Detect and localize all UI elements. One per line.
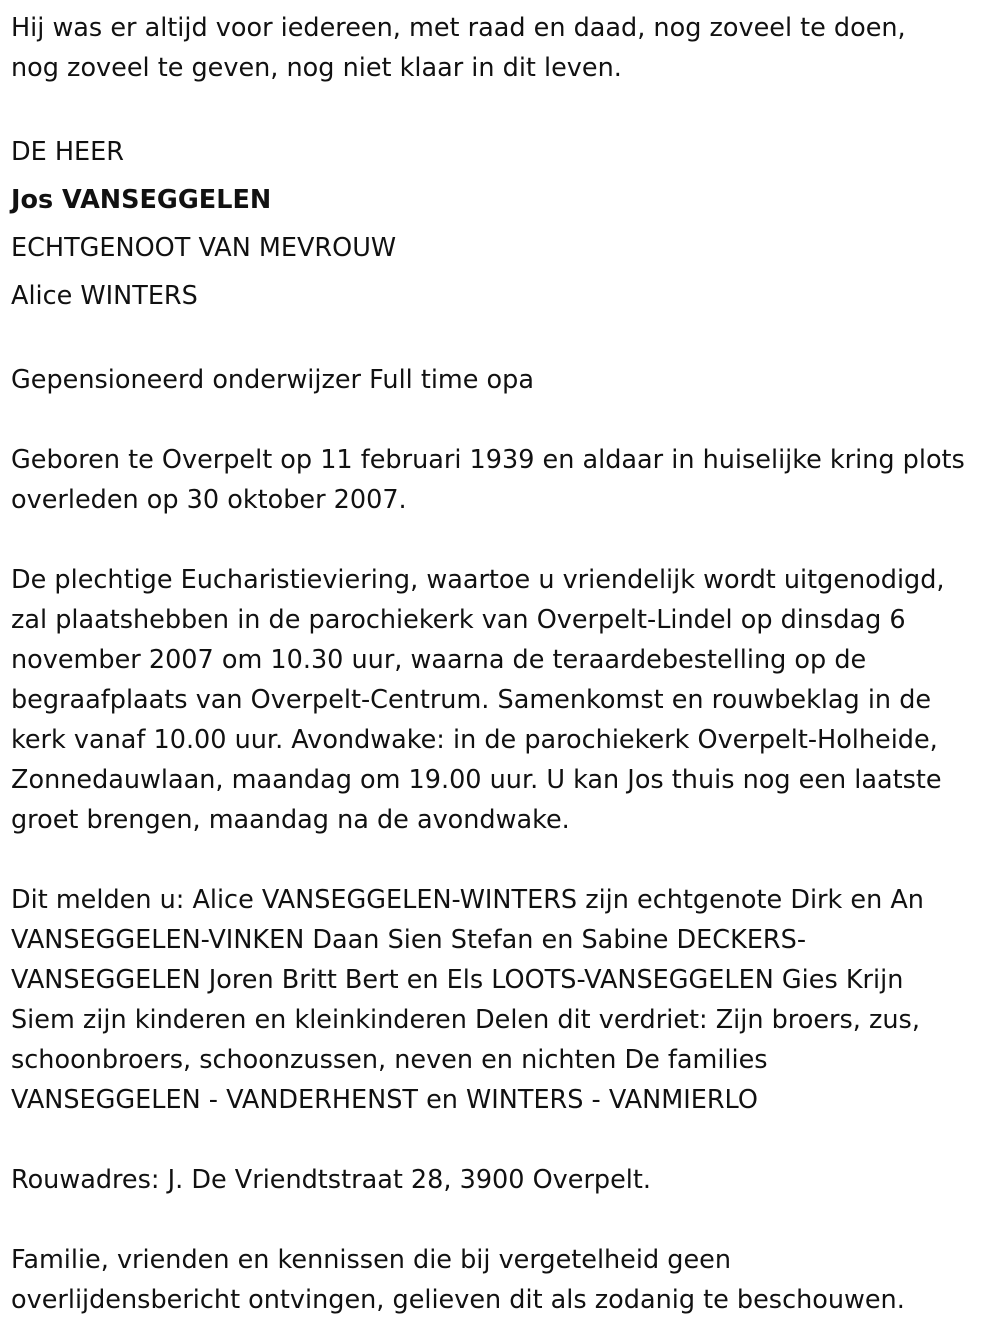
deceased-block [11,128,996,320]
spouse-label: ECHTGENOOT VAN MEVROUW [11,233,397,263]
spacer [11,520,996,560]
ceremony-line: kerk vanaf 10.00 uur. Avondwake: in de parochiekerk Overpelt-Holheide, [11,725,938,755]
opening-line: Hij was er altijd voor iedereen, met raad en daad, nog zoveel te doen, [11,13,906,43]
family-line: VANSEGGELEN - VANDERHENST en WINTERS - VANMIERLO [11,1085,758,1115]
title-line: DE HEER [11,137,124,167]
ceremony-line: groet brengen, maandag na de avondwake. [11,805,570,835]
obituary-document [11,8,996,1320]
opening-line: nog zoveel te geven, nog niet klaar in dit leven. [11,53,622,83]
ceremony-line: zal plaatshebben in de parochiekerk van Overpelt-Lindel op dinsdag 6 [11,605,906,635]
family-line: schoonbroers, schoonzussen, neven en nichten De families [11,1045,768,1075]
spouse-name: Alice WINTERS [11,281,198,311]
closing-paragraph [11,1240,996,1320]
spacer [11,840,996,880]
spacer [11,400,996,440]
birth-death-line: Geboren te Overpelt op 11 februari 1939 en aldaar in huiselijke kring plots [11,445,965,475]
birth-death-paragraph [11,440,996,520]
ceremony-line: De plechtige Eucharistieviering, waartoe u vriendelijk wordt uitgenodigd, [11,565,945,595]
opening-quote [11,8,996,88]
family-line: VANSEGGELEN Joren Britt Bert en Els LOOTS-VANSEGGELEN Gies Krijn [11,965,904,995]
spacer [11,320,996,360]
occupation: Gepensioneerd onderwijzer Full time opa [11,365,534,395]
closing-line: Familie, vrienden en kennissen die bij vergetelheid geen [11,1245,731,1275]
ceremony-line: Zonnedauwlaan, maandag om 19.00 uur. U kan Jos thuis nog een laatste [11,765,942,795]
family-paragraph [11,880,996,1120]
spacer [11,88,996,128]
family-line: VANSEGGELEN-VINKEN Daan Sien Stefan en Sabine DECKERS- [11,925,807,955]
spacer [11,1120,996,1160]
closing-line: overlijdensbericht ontvingen, gelieven dit als zodanig te beschouwen. [11,1285,905,1315]
birth-death-line: overleden op 30 oktober 2007. [11,485,407,515]
deceased-name: Jos VANSEGGELEN [11,185,272,215]
ceremony-paragraph [11,560,996,840]
ceremony-line: begraafplaats van Overpelt-Centrum. Samenkomst en rouwbeklag in de [11,685,932,715]
family-line: Dit melden u: Alice VANSEGGELEN-WINTERS zijn echtgenote Dirk en An [11,885,924,915]
spacer [11,1200,996,1240]
mourning-address: Rouwadres: J. De Vriendtstraat 28, 3900 Overpelt. [11,1165,651,1195]
ceremony-line: november 2007 om 10.30 uur, waarna de teraardebestelling op de [11,645,867,675]
family-line: Siem zijn kinderen en kleinkinderen Delen dit verdriet: Zijn broers, zus, [11,1005,920,1035]
